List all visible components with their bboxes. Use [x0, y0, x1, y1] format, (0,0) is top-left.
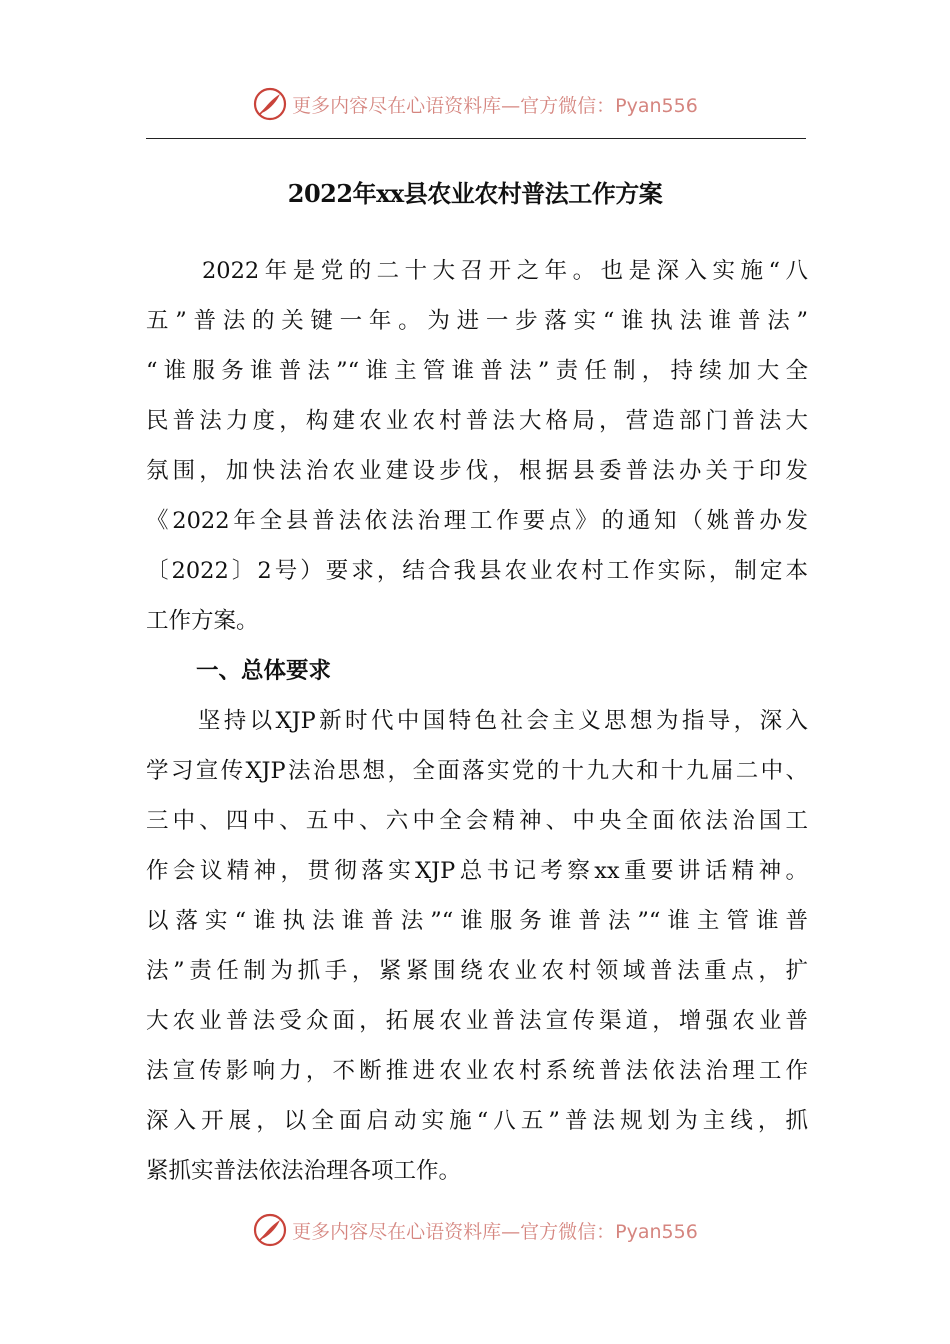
intro-line: 民普法力度，构建农业农村普法大格局，营造部门普法大 [146, 408, 808, 434]
section-line: 深入开展，以全面启动实施“八五”普法规划为主线，抓 [146, 1108, 808, 1134]
watermark-banner-bottom [0, 1210, 950, 1250]
quill-logo-icon [252, 1212, 288, 1248]
section-line: 法宣传影响力，不断推进农业农村系统普法依法治理工作 [146, 1058, 808, 1084]
document-title: 2022年xx县农业农村普法工作方案 [287, 179, 663, 208]
quill-logo-icon [252, 86, 288, 122]
wechat-id: Pyan556 [615, 94, 698, 117]
intro-line: “谁服务谁普法”“谁主管谁普法”责任制，持续加大全 [146, 358, 808, 384]
section-line: 大农业普法受众面，拓展农业普法宣传渠道，增强农业普 [146, 1008, 808, 1034]
header-divider [146, 138, 806, 139]
intro-line: 〔2022〕2号）要求，结合我县农业农村工作实际，制定本 [146, 558, 808, 584]
section-line: 学习宣传XJP法治思想，全面落实党的十九大和十九届二中、 [146, 758, 808, 784]
section-line: 紧抓实普法依法治理各项工作。 [146, 1158, 462, 1184]
wechat-id: Pyan556 [615, 1220, 698, 1243]
section-line: 以落实“谁执法谁普法”“谁服务谁普法”“谁主管谁普 [146, 908, 808, 934]
intro-line: 工作方案。 [146, 608, 259, 634]
section-line: 作会议精神，贯彻落实XJP总书记考察xx重要讲话精神。 [146, 858, 808, 884]
watermark-banner-top [0, 84, 950, 124]
section-line: 坚持以XJP新时代中国特色社会主义思想为指导，深入 [146, 708, 808, 734]
intro-line: 《2022年全县普法依法治理工作要点》的通知（姚普办发 [146, 508, 808, 534]
section-heading: 一、总体要求 [196, 658, 332, 684]
intro-line: 氛围，加快法治农业建设步伐，根据县委普法办关于印发 [146, 458, 808, 484]
watermark-text: 更多内容尽在心语资料库—官方微信：Pyan556 [292, 94, 698, 117]
intro-line: 2022年是党的二十大召开之年。也是深入实施“八 [146, 258, 808, 284]
section-line: 法”责任制为抓手，紧紧围绕农业农村领域普法重点，扩 [146, 958, 808, 984]
section-line: 三中、四中、五中、六中全会精神、中央全面依法治国工 [146, 808, 808, 834]
intro-line: 五”普法的关键一年。为进一步落实“谁执法谁普法” [146, 308, 808, 334]
watermark-text: 更多内容尽在心语资料库—官方微信：Pyan556 [292, 1220, 698, 1243]
